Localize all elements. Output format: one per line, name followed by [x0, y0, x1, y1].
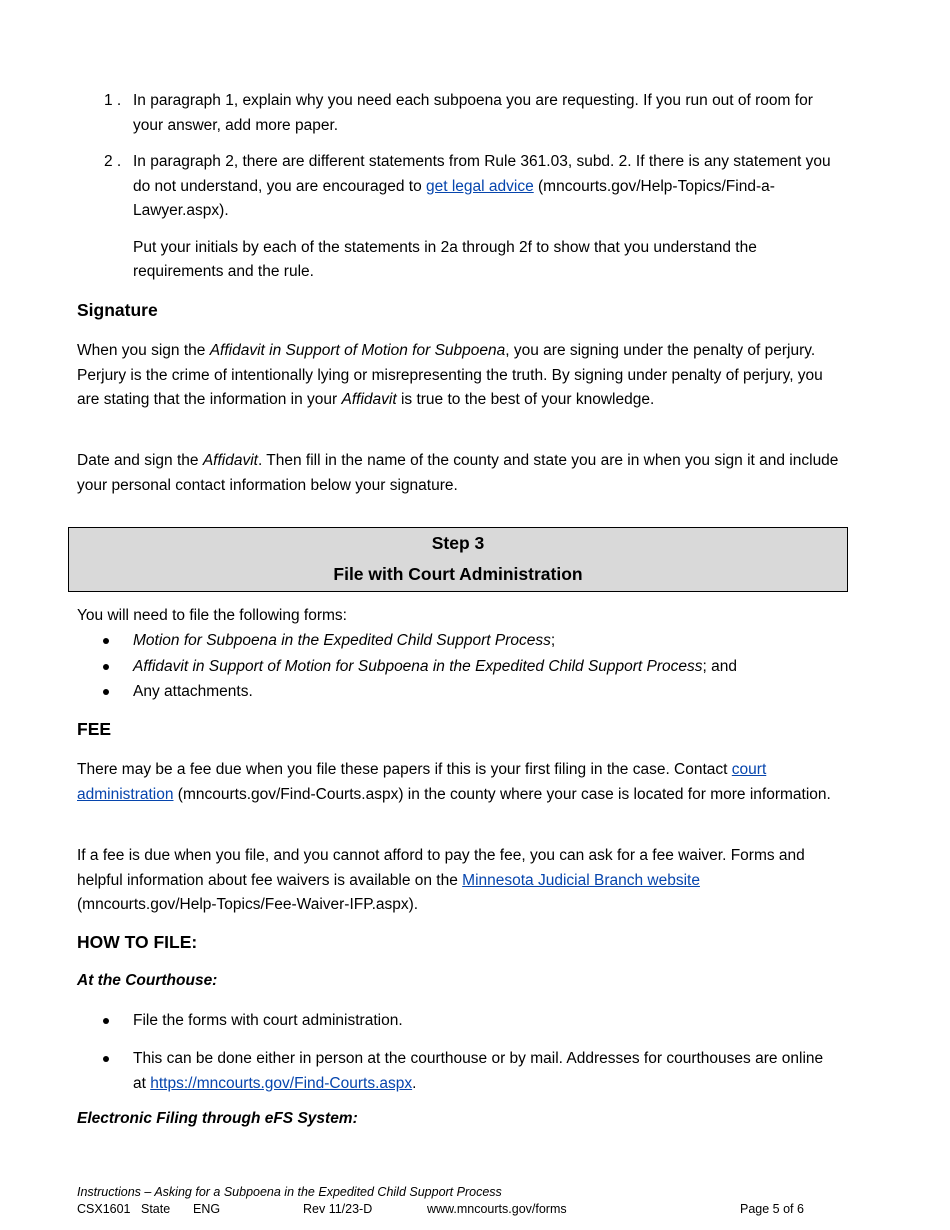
list-item-2	[104, 150, 844, 285]
step-number: Step 3	[431, 533, 485, 553]
text: ;	[550, 632, 556, 649]
footer-language: ENG	[193, 1202, 221, 1216]
text: (mncourts.gov/Help-Topics/Fee-Waiver-IFP.aspx).	[77, 896, 419, 913]
list-number: 2 .	[104, 153, 122, 170]
text: If a fee is due when you file, and you cannot afford to pay the fee, you can ask for a fee waiver. Forms and helpful information about fee waivers is available on the	[77, 847, 805, 889]
list-number: 1 .	[104, 92, 122, 109]
form-item-1	[133, 629, 555, 654]
fee-paragraph-2	[77, 844, 817, 918]
form-item-2	[133, 655, 737, 680]
get-legal-advice-link[interactable]: get legal advice	[426, 177, 534, 195]
text: Date and sign the	[77, 452, 203, 469]
text: Motion for Subpoena in the Expedited Child Support Process	[133, 632, 551, 649]
how-to-file-heading: HOW TO FILE:	[77, 932, 198, 952]
text: . Then fill in the name of the county and state you are in when you sign it and include your personal contact information below your signature.	[77, 452, 839, 494]
footer-website: www.mncourts.gov/forms	[427, 1202, 567, 1216]
bullet	[103, 1009, 113, 1033]
text: (mncourts.gov/Find-Courts.aspx) in the county where your case is located for more information.	[173, 785, 831, 803]
footer-state: State	[141, 1202, 171, 1216]
footer-title: Instructions – Asking for a Subpoena in the Expedited Child Support Process	[77, 1185, 502, 1199]
footer-code: CSX1601	[77, 1202, 131, 1216]
list-item-text: In paragraph 1, explain why you need each subpoena you are requesting. If you run out of room for your answer, add more paper.	[133, 92, 813, 134]
text: ; and	[702, 658, 738, 675]
text: is true to the best of your knowledge.	[396, 391, 655, 408]
text: In paragraph 2, there are different statements from Rule 361.03, subd. 2. If there is any statement you do not understand, you are encouraged to	[133, 153, 831, 195]
text: This can be done either in person at the courthouse or by mail. Addresses for courthouses are online at	[133, 1050, 824, 1092]
courthouse-bullet-2	[133, 1047, 833, 1096]
bullet	[103, 629, 113, 653]
fee-paragraph-1	[77, 758, 842, 807]
footer-revision: Rev 11/23-D	[303, 1202, 373, 1216]
signature-heading: Signature	[77, 300, 158, 320]
list-item-1	[104, 89, 844, 138]
courthouse-heading: At the Courthouse:	[77, 972, 218, 989]
forms-intro: You will need to file the following forms:	[77, 607, 347, 624]
text: .	[412, 1074, 417, 1092]
courthouse-bullet-1: File the forms with court administration.	[133, 1012, 403, 1029]
text: There may be a fee due when you file these papers if this is your first filing in the case. Contact	[77, 761, 732, 778]
list-item-text	[133, 150, 833, 224]
minnesota-judicial-branch-link[interactable]: Minnesota Judicial Branch website	[462, 871, 700, 889]
efs-heading: Electronic Filing through eFS System:	[77, 1110, 358, 1127]
text: When you sign the	[77, 342, 210, 359]
text: (mncourts.gov/Help-Topics/Find-a-Lawyer.aspx).	[133, 177, 775, 219]
footer	[77, 1184, 817, 1220]
list-item-followup: Put your initials by each of the statements in 2a through 2f to show that you understand the requirements and the rule.	[133, 238, 757, 280]
text: Affidavit in Support of Motion for Subpoena in the Expedited Child Support Process	[133, 658, 703, 675]
form-item-3: Any attachments.	[133, 683, 253, 700]
step-3-box	[68, 527, 848, 592]
bullet	[103, 655, 113, 679]
bullet	[103, 1047, 113, 1071]
step-title: File with Court Administration	[333, 564, 583, 584]
text: Affidavit	[341, 391, 397, 408]
signature-paragraph-1	[77, 339, 847, 413]
fee-heading: FEE	[77, 719, 112, 739]
text: Affidavit	[202, 452, 258, 469]
text: Affidavit in Support of Motion for Subpoena	[209, 342, 506, 359]
court-administration-link[interactable]: court administration	[77, 761, 767, 803]
footer-page-number: Page 5 of 6	[740, 1202, 804, 1216]
signature-paragraph-2	[77, 449, 847, 498]
find-courts-link[interactable]: https://mncourts.gov/Find-Courts.aspx	[150, 1074, 413, 1092]
text: , you are signing under the penalty of perjury. Perjury is the crime of intentionally lying or misrepresenting the truth. By signing under penalty of perjury, you are stating that the information in your	[77, 342, 823, 408]
bullet	[103, 680, 113, 704]
